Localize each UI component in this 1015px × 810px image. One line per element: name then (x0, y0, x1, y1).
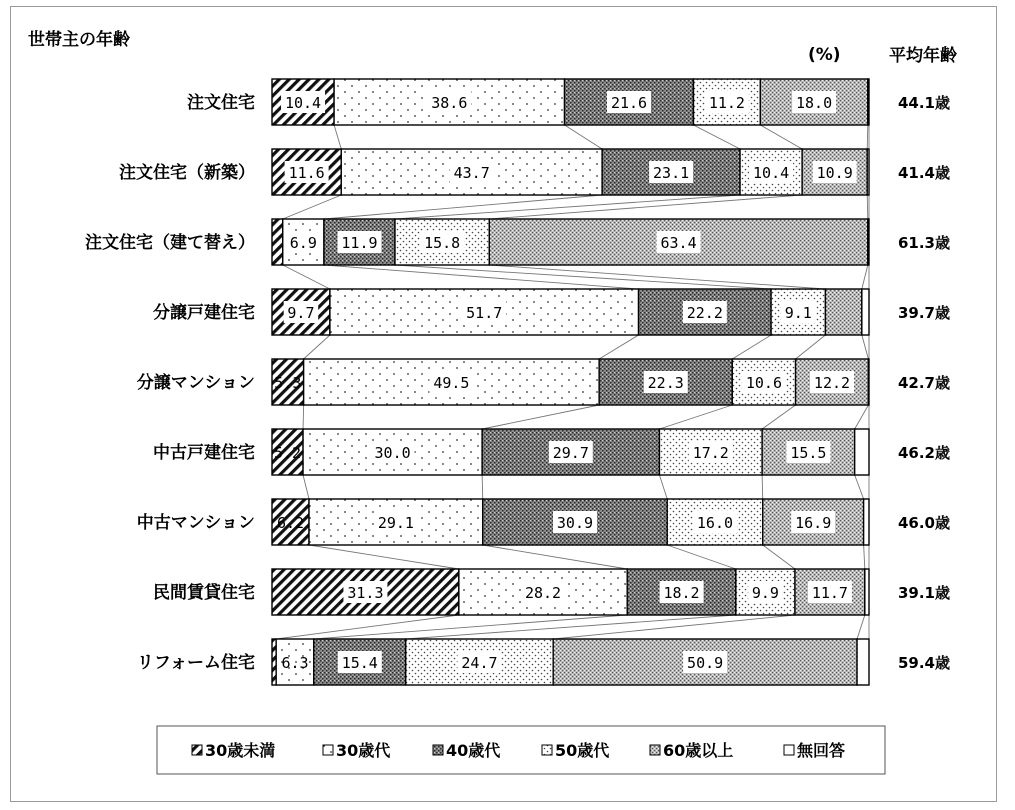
data-label-8-4: 9.9 (751, 584, 779, 602)
connector-line (482, 475, 483, 499)
bar-segment-1-6 (868, 79, 869, 125)
data-label-9-3: 15.4 (341, 654, 378, 672)
data-label-4-4: 9.1 (784, 304, 812, 322)
data-label-3-3: 11.9 (341, 234, 378, 252)
legend-swatch-5 (650, 745, 660, 755)
connector-line (855, 475, 864, 499)
connector-line (599, 335, 638, 359)
connector-line (482, 405, 599, 429)
average-age-5: 42.7歳 (897, 374, 951, 392)
bar-segment-4-6 (862, 289, 869, 335)
data-label-8-3: 18.2 (663, 584, 700, 602)
average-age-6: 46.2歳 (897, 444, 951, 462)
bars-group (272, 79, 869, 685)
connector-line (303, 405, 304, 429)
connector-line (762, 475, 763, 499)
connector-line (867, 195, 868, 219)
legend-swatch-1 (192, 745, 202, 755)
data-label-6-4: 17.2 (692, 444, 729, 462)
connector-line (667, 545, 736, 569)
connector-line (303, 475, 309, 499)
data-label-3-2: 6.9 (289, 234, 317, 252)
connector-line (334, 125, 341, 149)
connector-line (324, 195, 602, 219)
data-label-6-2: 30.0 (374, 444, 411, 462)
connector-line (855, 405, 869, 429)
data-label-5-2: 49.5 (433, 374, 470, 392)
data-label-1-1: 10.4 (284, 94, 322, 112)
legend-label-3: 40歳代 (446, 741, 501, 760)
data-label-5-4: 10.6 (745, 374, 782, 392)
data-label-4-1: 9.7 (287, 304, 315, 322)
legend-label-6: 無回答 (797, 741, 846, 760)
average-age-1: 44.1歳 (897, 94, 951, 112)
data-label-6-5: 15.5 (790, 444, 827, 462)
average-age-3: 61.3歳 (897, 234, 951, 252)
connector-line (489, 195, 802, 219)
connector-line (867, 125, 868, 149)
legend-swatch-3 (433, 745, 443, 755)
unit-label: (%) (808, 45, 841, 65)
data-label-2-3: 23.1 (653, 164, 690, 182)
data-label-4-3: 22.2 (686, 304, 723, 322)
connector-line (489, 265, 825, 289)
data-label-6-1: 5.2 (273, 444, 302, 462)
data-label-1-5: 18.0 (796, 94, 833, 112)
category-label-5: 分譲マンション (136, 373, 255, 393)
data-label-7-1: 6.2 (276, 514, 305, 532)
connector-line (659, 475, 667, 499)
data-label-7-3: 30.9 (556, 514, 594, 532)
data-label-7-4: 16.0 (696, 514, 734, 532)
connector-line (483, 545, 627, 569)
connector-line (659, 405, 732, 429)
connector-line (760, 125, 802, 149)
category-label-6: 中古戸建住宅 (153, 443, 255, 463)
connector-line (565, 125, 603, 149)
data-label-5-3: 22.3 (647, 374, 684, 392)
data-label-7-2: 29.1 (377, 514, 414, 532)
connector-line (857, 615, 865, 639)
data-label-9-2: 6.3 (281, 654, 309, 672)
legend-label-4: 50歳代 (555, 741, 610, 760)
connector-line (395, 195, 740, 219)
connector-line (796, 335, 826, 359)
connector-line (864, 545, 865, 569)
connector-line (309, 545, 459, 569)
legend-swatch-2 (323, 745, 333, 755)
connector-line (693, 125, 740, 149)
data-label-8-2: 28.2 (524, 584, 562, 602)
bar-segment-7-6 (864, 499, 869, 545)
data-label-2-4: 10.4 (753, 164, 790, 182)
data-label-2-1: 11.6 (288, 164, 325, 182)
average-age-4: 39.7歳 (897, 304, 951, 322)
bar-segment-8-6 (865, 569, 869, 615)
category-label-7: 中古マンション (136, 513, 255, 533)
legend-label-1: 30歳未満 (205, 741, 276, 760)
connector-line (395, 265, 771, 289)
connector-line (314, 615, 627, 639)
bar-segment-9-6 (857, 639, 869, 685)
data-label-1-3: 21.6 (610, 94, 648, 112)
connector-line (304, 335, 330, 359)
connector-line (732, 335, 771, 359)
data-label-2-5: 10.9 (816, 164, 853, 182)
connector-line (862, 265, 868, 289)
data-label-7-5: 16.9 (795, 514, 832, 532)
bar-segment-3-6 (868, 219, 869, 265)
category-label-4: 分譲戸建住宅 (153, 303, 255, 323)
legend-label-2: 30歳代 (336, 741, 391, 760)
category-label-9: リフォーム住宅 (136, 653, 255, 673)
data-label-1-4: 11.2 (708, 94, 745, 112)
category-label-3: 注文住宅（建て替え） (85, 233, 255, 253)
connector-line (763, 545, 795, 569)
bar-segment-4-5 (825, 289, 861, 335)
category-label-1: 注文住宅 (187, 93, 255, 113)
category-label-2: 注文住宅（新築） (119, 163, 255, 183)
data-label-5-5: 12.2 (813, 374, 851, 392)
legend-swatch-6 (784, 745, 794, 755)
connector-line (862, 335, 869, 359)
connector-line (762, 405, 795, 429)
chart-title: 世帯主の年齢 (28, 30, 130, 50)
bar-segment-6-6 (855, 429, 869, 475)
data-label-6-3: 29.7 (552, 444, 589, 462)
data-label-9-5: 50.9 (687, 654, 724, 672)
legend-label-5: 60歳以上 (663, 741, 734, 760)
average-age-header: 平均年齢 (889, 46, 957, 66)
data-label-8-1: 31.3 (347, 584, 384, 602)
average-age-2: 41.4歳 (897, 164, 951, 182)
data-label-4-2: 51.7 (466, 304, 503, 322)
bar-segment-5-6 (868, 359, 869, 405)
connector-line (276, 615, 459, 639)
bar-segment-2-6 (867, 149, 869, 195)
average-age-9: 59.4歳 (897, 654, 951, 672)
data-label-3-4: 15.8 (424, 234, 461, 252)
connector-line (553, 615, 795, 639)
legend (157, 726, 885, 774)
data-label-2-2: 43.7 (453, 164, 490, 182)
data-label-8-5: 11.7 (811, 584, 848, 602)
category-label-8: 民間賃貸住宅 (153, 583, 255, 603)
data-label-5-1: 5.3 (274, 374, 302, 392)
legend-swatch-4 (542, 745, 552, 755)
average-age-labels (898, 94, 950, 672)
average-age-8: 39.1歳 (897, 584, 951, 602)
data-label-3-5: 63.4 (660, 234, 697, 252)
connector-line (406, 615, 736, 639)
data-label-9-4: 24.7 (461, 654, 498, 672)
connector-line (324, 265, 639, 289)
average-age-7: 46.0歳 (897, 514, 951, 532)
connector-line (283, 265, 330, 289)
category-labels (85, 92, 255, 673)
connector-line (283, 195, 342, 219)
data-label-1-2: 38.6 (431, 94, 468, 112)
bar-segment-3-1 (272, 219, 283, 265)
